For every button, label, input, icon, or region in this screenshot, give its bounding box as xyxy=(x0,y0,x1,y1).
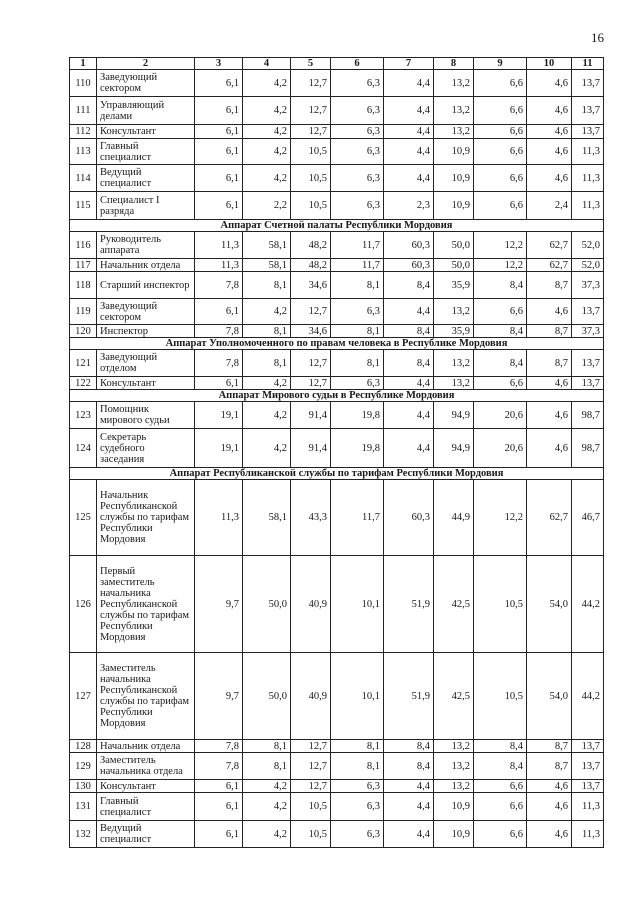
value-cell: 12,7 xyxy=(291,740,331,753)
value-cell: 4,4 xyxy=(384,165,434,192)
value-cell: 44,2 xyxy=(572,556,604,653)
value-cell: 8,4 xyxy=(474,740,527,753)
value-cell: 4,4 xyxy=(384,821,434,848)
value-cell: 11,3 xyxy=(572,139,604,165)
value-cell: 20,6 xyxy=(474,429,527,468)
value-cell: 4,4 xyxy=(384,299,434,325)
value-cell: 48,2 xyxy=(291,232,331,259)
value-cell: 54,0 xyxy=(527,556,572,653)
value-cell: 4,2 xyxy=(243,125,291,139)
value-cell: 13,2 xyxy=(434,350,474,377)
row-number-cell: 132 xyxy=(70,821,97,848)
value-cell: 4,2 xyxy=(243,780,291,793)
value-cell: 10,5 xyxy=(291,165,331,192)
value-cell: 4,2 xyxy=(243,429,291,468)
position-name-cell: Главный специалист xyxy=(97,793,195,821)
value-cell: 6,3 xyxy=(331,97,384,125)
value-cell: 6,6 xyxy=(474,299,527,325)
header-cell: 3 xyxy=(195,58,243,70)
row-number-cell: 117 xyxy=(70,259,97,272)
table-row xyxy=(70,480,604,556)
value-cell: 6,3 xyxy=(331,793,384,821)
value-cell: 13,7 xyxy=(572,125,604,139)
value-cell: 8,7 xyxy=(527,350,572,377)
value-cell: 8,4 xyxy=(474,753,527,780)
value-cell: 6,1 xyxy=(195,70,243,97)
value-cell: 4,4 xyxy=(384,97,434,125)
value-cell: 10,5 xyxy=(474,556,527,653)
value-cell: 6,6 xyxy=(474,377,527,390)
value-cell: 4,4 xyxy=(384,125,434,139)
value-cell: 6,3 xyxy=(331,377,384,390)
position-name-cell: Специалист I разряда xyxy=(97,192,195,220)
value-cell: 8,1 xyxy=(331,740,384,753)
value-cell: 6,3 xyxy=(331,299,384,325)
value-cell: 10,5 xyxy=(291,139,331,165)
value-cell: 8,1 xyxy=(331,325,384,338)
row-number-cell: 124 xyxy=(70,429,97,468)
section-title: Аппарат Республиканской службы по тарифам Республики Мордовия xyxy=(70,468,604,480)
row-number-cell: 116 xyxy=(70,232,97,259)
header-cell: 5 xyxy=(291,58,331,70)
value-cell: 50,0 xyxy=(434,232,474,259)
position-name-cell: Консультант xyxy=(97,377,195,390)
value-cell: 6,1 xyxy=(195,125,243,139)
row-number-cell: 113 xyxy=(70,139,97,165)
value-cell: 6,3 xyxy=(331,780,384,793)
value-cell: 13,2 xyxy=(434,740,474,753)
table-body xyxy=(70,58,604,848)
table-row xyxy=(70,192,604,220)
value-cell: 8,4 xyxy=(474,272,527,299)
value-cell: 19,8 xyxy=(331,429,384,468)
position-name-cell: Инспектор xyxy=(97,325,195,338)
value-cell: 12,7 xyxy=(291,753,331,780)
value-cell: 4,2 xyxy=(243,165,291,192)
row-number-cell: 121 xyxy=(70,350,97,377)
table-row xyxy=(70,740,604,753)
header-cell: 4 xyxy=(243,58,291,70)
position-name-cell: Старший инспектор xyxy=(97,272,195,299)
value-cell: 11,7 xyxy=(331,259,384,272)
value-cell: 11,3 xyxy=(572,165,604,192)
value-cell: 8,1 xyxy=(243,350,291,377)
value-cell: 35,9 xyxy=(434,325,474,338)
header-cell: 1 xyxy=(70,58,97,70)
value-cell: 6,1 xyxy=(195,97,243,125)
value-cell: 4,6 xyxy=(527,125,572,139)
value-cell: 4,4 xyxy=(384,793,434,821)
value-cell: 12,7 xyxy=(291,299,331,325)
value-cell: 11,3 xyxy=(195,480,243,556)
value-cell: 8,1 xyxy=(243,325,291,338)
table-row xyxy=(70,70,604,97)
value-cell: 6,6 xyxy=(474,165,527,192)
value-cell: 98,7 xyxy=(572,429,604,468)
value-cell: 12,7 xyxy=(291,125,331,139)
value-cell: 13,2 xyxy=(434,377,474,390)
value-cell: 8,4 xyxy=(474,350,527,377)
value-cell: 12,7 xyxy=(291,377,331,390)
value-cell: 94,9 xyxy=(434,402,474,429)
value-cell: 6,6 xyxy=(474,780,527,793)
value-cell: 6,1 xyxy=(195,821,243,848)
table-row xyxy=(70,272,604,299)
value-cell: 7,8 xyxy=(195,272,243,299)
value-cell: 6,1 xyxy=(195,793,243,821)
value-cell: 8,1 xyxy=(243,753,291,780)
value-cell: 58,1 xyxy=(243,480,291,556)
value-cell: 98,7 xyxy=(572,402,604,429)
position-name-cell: Ведущий специалист xyxy=(97,165,195,192)
table-row xyxy=(70,653,604,740)
value-cell: 9,7 xyxy=(195,556,243,653)
value-cell: 7,8 xyxy=(195,350,243,377)
header-cell: 2 xyxy=(97,58,195,70)
value-cell: 10,5 xyxy=(291,192,331,220)
value-cell: 8,7 xyxy=(527,325,572,338)
value-cell: 34,6 xyxy=(291,325,331,338)
header-cell: 7 xyxy=(384,58,434,70)
value-cell: 4,2 xyxy=(243,139,291,165)
value-cell: 11,3 xyxy=(195,259,243,272)
value-cell: 6,6 xyxy=(474,821,527,848)
value-cell: 4,6 xyxy=(527,402,572,429)
row-number-cell: 112 xyxy=(70,125,97,139)
section-row xyxy=(70,338,604,350)
value-cell: 12,2 xyxy=(474,259,527,272)
value-cell: 37,3 xyxy=(572,325,604,338)
value-cell: 20,6 xyxy=(474,402,527,429)
section-title: Аппарат Мирового судьи в Республике Мордовия xyxy=(70,390,604,402)
value-cell: 8,4 xyxy=(384,325,434,338)
value-cell: 8,1 xyxy=(331,753,384,780)
value-cell: 44,2 xyxy=(572,653,604,740)
value-cell: 4,2 xyxy=(243,70,291,97)
value-cell: 7,8 xyxy=(195,325,243,338)
value-cell: 58,1 xyxy=(243,232,291,259)
position-name-cell: Заместитель начальника отдела xyxy=(97,753,195,780)
value-cell: 6,6 xyxy=(474,97,527,125)
value-cell: 43,3 xyxy=(291,480,331,556)
value-cell: 10,5 xyxy=(291,821,331,848)
table-row xyxy=(70,377,604,390)
row-number-cell: 122 xyxy=(70,377,97,390)
value-cell: 10,9 xyxy=(434,139,474,165)
value-cell: 13,2 xyxy=(434,97,474,125)
position-name-cell: Начальник отдела xyxy=(97,259,195,272)
table-row xyxy=(70,793,604,821)
value-cell: 48,2 xyxy=(291,259,331,272)
header-cell: 10 xyxy=(527,58,572,70)
value-cell: 8,4 xyxy=(384,272,434,299)
value-cell: 4,6 xyxy=(527,165,572,192)
position-name-cell: Секретарь судебного заседания xyxy=(97,429,195,468)
value-cell: 94,9 xyxy=(434,429,474,468)
row-number-cell: 128 xyxy=(70,740,97,753)
value-cell: 11,3 xyxy=(572,793,604,821)
value-cell: 4,6 xyxy=(527,139,572,165)
page-number: 16 xyxy=(591,30,604,45)
value-cell: 13,2 xyxy=(434,299,474,325)
value-cell: 6,1 xyxy=(195,192,243,220)
value-cell: 8,4 xyxy=(474,325,527,338)
header-cell: 9 xyxy=(474,58,527,70)
value-cell: 60,3 xyxy=(384,259,434,272)
value-cell: 11,3 xyxy=(195,232,243,259)
value-cell: 13,2 xyxy=(434,780,474,793)
position-name-cell: Управляющий делами xyxy=(97,97,195,125)
value-cell: 10,9 xyxy=(434,192,474,220)
position-name-cell: Заведующий сектором xyxy=(97,299,195,325)
value-cell: 12,7 xyxy=(291,97,331,125)
position-name-cell: Первый заместитель начальника Республиканской службы по тарифам Республики Мордовия xyxy=(97,556,195,653)
value-cell: 35,9 xyxy=(434,272,474,299)
value-cell: 6,3 xyxy=(331,821,384,848)
value-cell: 6,1 xyxy=(195,299,243,325)
value-cell: 11,3 xyxy=(572,192,604,220)
value-cell: 9,7 xyxy=(195,653,243,740)
value-cell: 12,7 xyxy=(291,350,331,377)
value-cell: 8,1 xyxy=(243,272,291,299)
value-cell: 4,4 xyxy=(384,429,434,468)
value-cell: 6,1 xyxy=(195,780,243,793)
value-cell: 10,1 xyxy=(331,556,384,653)
value-cell: 12,7 xyxy=(291,780,331,793)
value-cell: 62,7 xyxy=(527,480,572,556)
value-cell: 10,1 xyxy=(331,653,384,740)
section-title: Аппарат Счетной палаты Республики Мордовия xyxy=(70,220,604,232)
value-cell: 50,0 xyxy=(243,653,291,740)
row-number-cell: 110 xyxy=(70,70,97,97)
value-cell: 4,6 xyxy=(527,70,572,97)
position-name-cell: Помощник мирового судьи xyxy=(97,402,195,429)
position-name-cell: Руководитель аппарата xyxy=(97,232,195,259)
section-title: Аппарат Уполномоченного по правам человека в Республике Мордовия xyxy=(70,338,604,350)
value-cell: 8,1 xyxy=(331,350,384,377)
value-cell: 19,1 xyxy=(195,402,243,429)
table-row xyxy=(70,232,604,259)
value-cell: 13,7 xyxy=(572,740,604,753)
value-cell: 44,9 xyxy=(434,480,474,556)
value-cell: 60,3 xyxy=(384,232,434,259)
row-number-cell: 125 xyxy=(70,480,97,556)
value-cell: 13,2 xyxy=(434,125,474,139)
value-cell: 6,6 xyxy=(474,125,527,139)
value-cell: 13,2 xyxy=(434,753,474,780)
value-cell: 40,9 xyxy=(291,556,331,653)
value-cell: 8,4 xyxy=(384,350,434,377)
value-cell: 4,2 xyxy=(243,377,291,390)
row-number-cell: 126 xyxy=(70,556,97,653)
value-cell: 10,9 xyxy=(434,165,474,192)
value-cell: 4,6 xyxy=(527,97,572,125)
value-cell: 51,9 xyxy=(384,653,434,740)
value-cell: 13,7 xyxy=(572,299,604,325)
header-cell: 11 xyxy=(572,58,604,70)
value-cell: 11,3 xyxy=(572,821,604,848)
value-cell: 91,4 xyxy=(291,402,331,429)
position-name-cell: Консультант xyxy=(97,125,195,139)
value-cell: 4,4 xyxy=(384,402,434,429)
value-cell: 13,7 xyxy=(572,70,604,97)
value-cell: 8,4 xyxy=(384,753,434,780)
position-name-cell: Начальник Республиканской службы по тарифам Республики Мордовия xyxy=(97,480,195,556)
value-cell: 6,1 xyxy=(195,377,243,390)
row-number-cell: 123 xyxy=(70,402,97,429)
value-cell: 19,1 xyxy=(195,429,243,468)
table-header-row xyxy=(70,58,604,70)
value-cell: 52,0 xyxy=(572,259,604,272)
section-row xyxy=(70,220,604,232)
value-cell: 50,0 xyxy=(243,556,291,653)
value-cell: 12,7 xyxy=(291,70,331,97)
value-cell: 46,7 xyxy=(572,480,604,556)
value-cell: 13,2 xyxy=(434,70,474,97)
table-row xyxy=(70,125,604,139)
position-name-cell: Главный специалист xyxy=(97,139,195,165)
value-cell: 6,6 xyxy=(474,139,527,165)
row-number-cell: 129 xyxy=(70,753,97,780)
row-number-cell: 114 xyxy=(70,165,97,192)
table-row xyxy=(70,299,604,325)
value-cell: 4,2 xyxy=(243,299,291,325)
value-cell: 6,3 xyxy=(331,165,384,192)
value-cell: 58,1 xyxy=(243,259,291,272)
value-cell: 37,3 xyxy=(572,272,604,299)
table-row xyxy=(70,821,604,848)
value-cell: 4,4 xyxy=(384,70,434,97)
row-number-cell: 127 xyxy=(70,653,97,740)
position-name-cell: Начальник отдела xyxy=(97,740,195,753)
value-cell: 13,7 xyxy=(572,377,604,390)
value-cell: 2,3 xyxy=(384,192,434,220)
value-cell: 4,6 xyxy=(527,429,572,468)
row-number-cell: 120 xyxy=(70,325,97,338)
table-row xyxy=(70,350,604,377)
value-cell: 91,4 xyxy=(291,429,331,468)
value-cell: 10,5 xyxy=(474,653,527,740)
value-cell: 4,4 xyxy=(384,139,434,165)
value-cell: 6,6 xyxy=(474,70,527,97)
position-name-cell: Заведующий отделом xyxy=(97,350,195,377)
value-cell: 11,7 xyxy=(331,480,384,556)
value-cell: 6,3 xyxy=(331,125,384,139)
value-cell: 4,6 xyxy=(527,793,572,821)
row-number-cell: 115 xyxy=(70,192,97,220)
table-row xyxy=(70,780,604,793)
value-cell: 10,5 xyxy=(291,793,331,821)
value-cell: 4,6 xyxy=(527,377,572,390)
value-cell: 8,7 xyxy=(527,753,572,780)
value-cell: 12,2 xyxy=(474,232,527,259)
value-cell: 13,7 xyxy=(572,350,604,377)
value-cell: 8,4 xyxy=(384,740,434,753)
value-cell: 13,7 xyxy=(572,780,604,793)
salary-table xyxy=(69,57,604,848)
value-cell: 52,0 xyxy=(572,232,604,259)
table-row xyxy=(70,402,604,429)
value-cell: 4,6 xyxy=(527,299,572,325)
row-number-cell: 130 xyxy=(70,780,97,793)
value-cell: 19,8 xyxy=(331,402,384,429)
header-cell: 6 xyxy=(331,58,384,70)
value-cell: 11,7 xyxy=(331,232,384,259)
value-cell: 6,6 xyxy=(474,793,527,821)
section-row xyxy=(70,468,604,480)
row-number-cell: 118 xyxy=(70,272,97,299)
value-cell: 4,6 xyxy=(527,821,572,848)
value-cell: 4,2 xyxy=(243,97,291,125)
table-row xyxy=(70,165,604,192)
position-name-cell: Заведующий сектором xyxy=(97,70,195,97)
value-cell: 8,1 xyxy=(331,272,384,299)
value-cell: 6,3 xyxy=(331,70,384,97)
section-row xyxy=(70,390,604,402)
value-cell: 4,2 xyxy=(243,821,291,848)
value-cell: 13,7 xyxy=(572,97,604,125)
value-cell: 13,7 xyxy=(572,753,604,780)
value-cell: 8,1 xyxy=(243,740,291,753)
value-cell: 8,7 xyxy=(527,272,572,299)
value-cell: 4,4 xyxy=(384,377,434,390)
value-cell: 4,4 xyxy=(384,780,434,793)
value-cell: 7,8 xyxy=(195,753,243,780)
table-row xyxy=(70,753,604,780)
value-cell: 6,3 xyxy=(331,139,384,165)
table-row xyxy=(70,259,604,272)
position-name-cell: Заместитель начальника Республиканской службы по тарифам Республики Мордовия xyxy=(97,653,195,740)
value-cell: 40,9 xyxy=(291,653,331,740)
value-cell: 6,1 xyxy=(195,139,243,165)
table-row xyxy=(70,139,604,165)
header-cell: 8 xyxy=(434,58,474,70)
value-cell: 4,6 xyxy=(527,780,572,793)
value-cell: 42,5 xyxy=(434,556,474,653)
value-cell: 62,7 xyxy=(527,232,572,259)
value-cell: 42,5 xyxy=(434,653,474,740)
position-name-cell: Ведущий специалист xyxy=(97,821,195,848)
value-cell: 60,3 xyxy=(384,480,434,556)
value-cell: 4,2 xyxy=(243,402,291,429)
table-row xyxy=(70,429,604,468)
value-cell: 10,9 xyxy=(434,821,474,848)
value-cell: 10,9 xyxy=(434,793,474,821)
value-cell: 51,9 xyxy=(384,556,434,653)
value-cell: 6,3 xyxy=(331,192,384,220)
value-cell: 6,1 xyxy=(195,165,243,192)
row-number-cell: 119 xyxy=(70,299,97,325)
value-cell: 7,8 xyxy=(195,740,243,753)
value-cell: 2,4 xyxy=(527,192,572,220)
table-row xyxy=(70,556,604,653)
row-number-cell: 111 xyxy=(70,97,97,125)
value-cell: 6,6 xyxy=(474,192,527,220)
row-number-cell: 131 xyxy=(70,793,97,821)
value-cell: 4,2 xyxy=(243,793,291,821)
value-cell: 50,0 xyxy=(434,259,474,272)
value-cell: 8,7 xyxy=(527,740,572,753)
table-row xyxy=(70,97,604,125)
value-cell: 34,6 xyxy=(291,272,331,299)
value-cell: 2,2 xyxy=(243,192,291,220)
position-name-cell: Консультант xyxy=(97,780,195,793)
value-cell: 12,2 xyxy=(474,480,527,556)
value-cell: 62,7 xyxy=(527,259,572,272)
table-row xyxy=(70,325,604,338)
value-cell: 54,0 xyxy=(527,653,572,740)
